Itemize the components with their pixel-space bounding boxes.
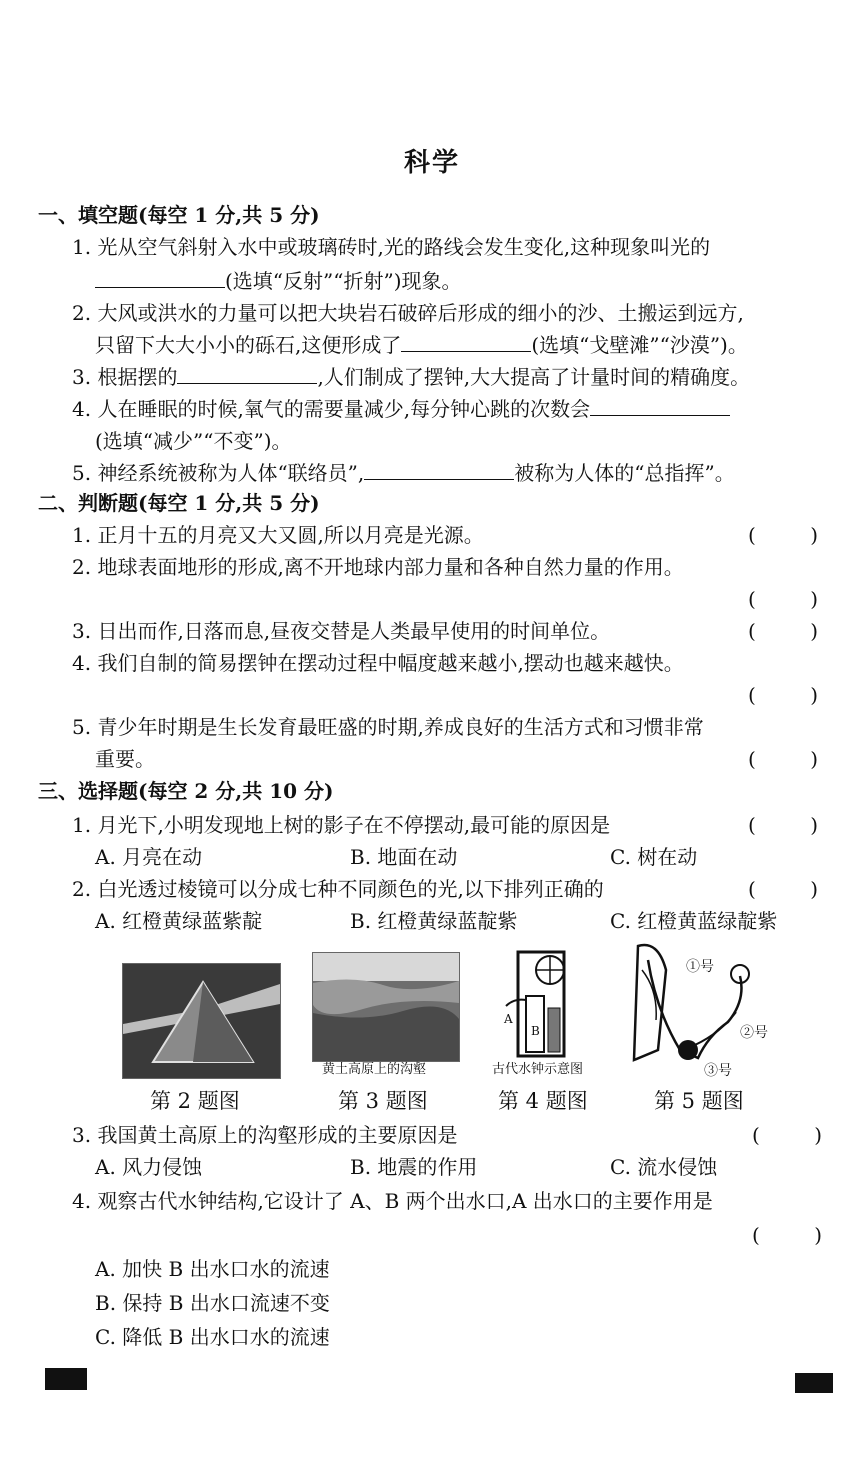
fill-q3-blank[interactable]	[177, 365, 317, 384]
choice-q1-option-b[interactable]: B. 地面在动	[350, 845, 458, 869]
choice-q4-option-b[interactable]: B. 保持 B 出水口流速不变	[95, 1291, 330, 1315]
choice-q4: 4. 观察古代水钟结构,它设计了 A、B 两个出水口,A 出水口的主要作用是	[72, 1189, 713, 1213]
fill-q1-line2	[95, 268, 462, 294]
fill-q5-blank[interactable]	[364, 461, 514, 480]
fill-q4-line2: (选填“减少”“不变”)。	[95, 429, 292, 453]
fill-q5-text-a: 5. 神经系统被称为人体“联络员”,	[72, 461, 365, 485]
choice-q4-option-c[interactable]: C. 降低 B 出水口水的流速	[95, 1325, 330, 1349]
fig4-water-clock	[500, 948, 580, 1060]
section-choice-heading: 三、选择题(每空 2 分,共 10 分)	[38, 779, 334, 803]
choice-q2-option-a[interactable]: A. 红橙黄绿蓝紫靛	[95, 909, 263, 933]
choice-q1-option-a[interactable]: A. 月亮在动	[95, 845, 203, 869]
judge-q5-answer[interactable]	[748, 746, 818, 772]
fill-q4-blank[interactable]	[590, 397, 730, 416]
paren-close: )	[810, 683, 818, 707]
fig3-label: 第 3 题图	[338, 1089, 428, 1113]
paren-open: (	[752, 1123, 760, 1147]
paren-open: (	[748, 683, 756, 707]
judge-q3-answer[interactable]	[748, 618, 818, 644]
paren-close: )	[810, 587, 818, 611]
fig4-label: 第 4 题图	[498, 1089, 588, 1113]
fig4-caption: 古代水钟示意图	[492, 1062, 584, 1077]
paren-close: )	[810, 523, 818, 547]
fill-q2-hint: (选填“戈壁滩”“沙漠”)。	[531, 333, 748, 357]
fill-q3-text-b: ,人们制成了摆钟,大大提高了计量时间的精确度。	[317, 365, 751, 389]
fig5-arm-diagram	[628, 940, 778, 1080]
fill-q2-line2	[95, 332, 748, 358]
choice-q1-answer[interactable]	[748, 812, 818, 838]
page-title: 科学	[404, 148, 461, 178]
choice-q4-option-a[interactable]: A. 加快 B 出水口水的流速	[95, 1257, 330, 1281]
fig5-label: 第 5 题图	[654, 1089, 744, 1113]
paren-close: )	[810, 877, 818, 901]
paren-open: (	[748, 877, 756, 901]
judge-q4-answer[interactable]	[748, 682, 818, 708]
paren-open: (	[748, 813, 756, 837]
fig4-label-a: A	[504, 1012, 513, 1026]
fig2-label: 第 2 题图	[150, 1089, 240, 1113]
paren-open: (	[748, 587, 756, 611]
fill-q2-text: 只留下大大小小的砾石,这便形成了	[95, 333, 402, 357]
prism-icon	[123, 964, 280, 1078]
section-judge-heading: 二、判断题(每空 1 分,共 5 分)	[38, 491, 320, 515]
judge-q4: 4. 我们自制的简易摆钟在摆动过程中幅度越来越小,摆动也越来越快。	[72, 651, 684, 675]
choice-q3-option-b[interactable]: B. 地震的作用	[350, 1155, 478, 1179]
choice-q2-option-b[interactable]: B. 红橙黄绿蓝靛紫	[350, 909, 518, 933]
paren-close: )	[810, 747, 818, 771]
fig5-label-1: ①号	[686, 959, 714, 975]
paren-open: (	[748, 747, 756, 771]
choice-q3-option-a[interactable]: A. 风力侵蚀	[95, 1155, 203, 1179]
fill-q5-text-b: 被称为人体的“总指挥”。	[514, 461, 735, 485]
judge-q1: 1. 正月十五的月亮又大又圆,所以月亮是光源。	[72, 523, 484, 547]
paren-open: (	[752, 1223, 760, 1247]
fig4-label-b: B	[531, 1024, 540, 1038]
fill-q2-blank[interactable]	[401, 333, 531, 352]
section-fill-blank-heading: 一、填空题(每空 1 分,共 5 分)	[38, 203, 320, 227]
choice-q2-option-c[interactable]: C. 红橙黄蓝绿靛紫	[610, 909, 778, 933]
choice-q4-answer[interactable]	[752, 1222, 822, 1248]
fig2-prism-photo	[122, 963, 281, 1079]
paren-close: )	[814, 1223, 822, 1247]
choice-q3-answer[interactable]	[752, 1122, 822, 1148]
choice-q1: 1. 月光下,小明发现地上树的影子在不停摆动,最可能的原因是	[72, 813, 611, 837]
fig5-label-2: ②号	[740, 1025, 768, 1041]
choice-q3: 3. 我国黄土高原上的沟壑形成的主要原因是	[72, 1123, 458, 1147]
judge-q5-line1: 5. 青少年时期是生长发育最旺盛的时期,养成良好的生活方式和习惯非常	[72, 715, 704, 739]
judge-q3: 3. 日出而作,日落而息,昼夜交替是人类最早使用的时间单位。	[72, 619, 611, 643]
judge-q1-answer[interactable]	[748, 522, 818, 548]
water-clock-icon	[500, 948, 580, 1060]
fill-q4-line1	[72, 396, 730, 422]
fig3-caption: 黄土高原上的沟壑	[322, 1062, 427, 1077]
paren-close: )	[810, 813, 818, 837]
fill-q4-text: 4. 人在睡眠的时候,氧气的需要量减少,每分钟心跳的次数会	[72, 397, 591, 421]
paren-open: (	[748, 523, 756, 547]
judge-q2-answer[interactable]	[748, 586, 818, 612]
fill-q1-blank[interactable]	[95, 269, 225, 288]
paren-close: )	[810, 619, 818, 643]
choice-q2-answer[interactable]	[748, 876, 818, 902]
fill-q3-line	[72, 364, 750, 390]
fill-q5-line	[72, 460, 735, 486]
fill-q1-line1: 1. 光从空气斜射入水中或玻璃砖时,光的路线会发生变化,这种现象叫光的	[72, 235, 711, 259]
choice-q3-option-c[interactable]: C. 流水侵蚀	[610, 1155, 718, 1179]
fill-q1-hint: (选填“反射”“折射”)现象。	[225, 269, 462, 293]
judge-q2: 2. 地球表面地形的形成,离不开地球内部力量和各种自然力量的作用。	[72, 555, 684, 579]
fill-q3-text-a: 3. 根据摆的	[72, 365, 178, 389]
paren-open: (	[748, 619, 756, 643]
registration-mark-left	[45, 1368, 87, 1390]
judge-q5-line2: 重要。	[95, 747, 155, 771]
fig5-label-3: ③号	[704, 1063, 732, 1079]
fill-q2-line1: 2. 大风或洪水的力量可以把大块岩石破碎后形成的细小的沙、土搬运到远方,	[72, 301, 744, 325]
fig3-loess-photo	[312, 952, 460, 1062]
loess-gully-icon	[313, 953, 459, 1061]
choice-q1-option-c[interactable]: C. 树在动	[610, 845, 698, 869]
choice-q2: 2. 白光透过棱镜可以分成七种不同颜色的光,以下排列正确的	[72, 877, 604, 901]
registration-mark-right	[795, 1373, 833, 1393]
paren-close: )	[814, 1123, 822, 1147]
